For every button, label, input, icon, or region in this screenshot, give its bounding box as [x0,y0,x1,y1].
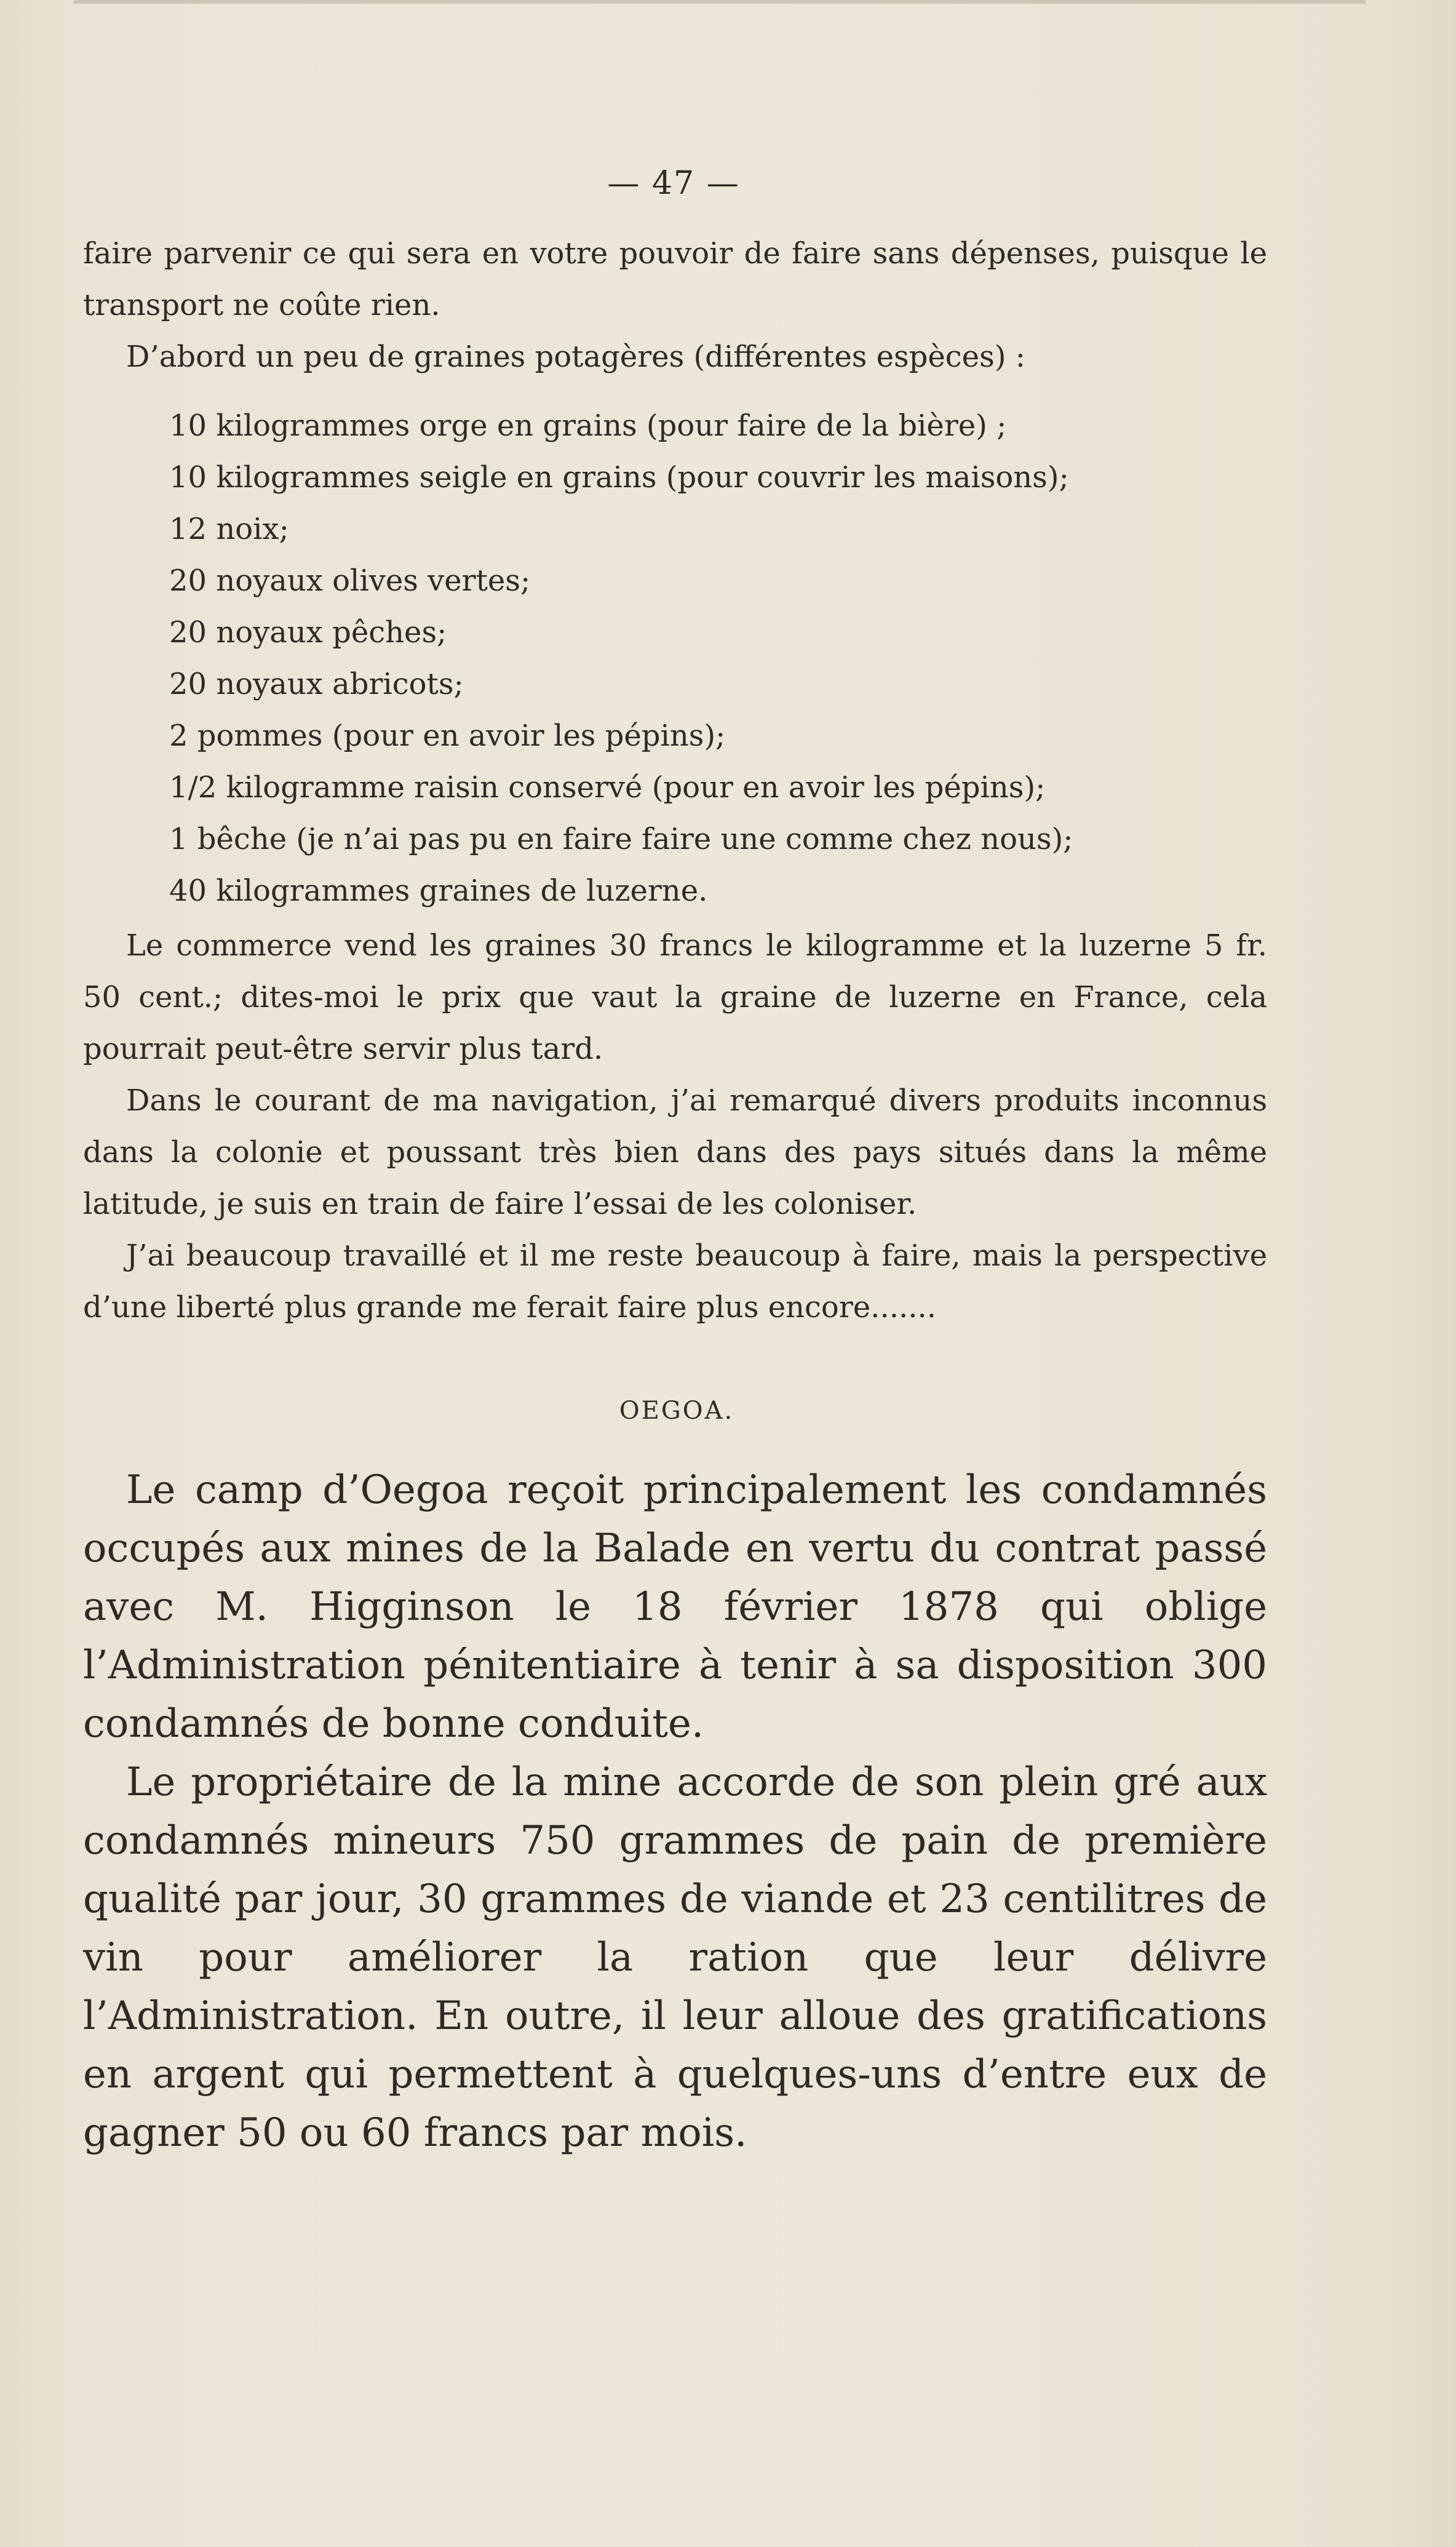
list-item: 40 kilogrammes graines de luzerne. [169,874,708,908]
page-top-edge [74,0,1366,4]
list-item: 1 bêche (je n’ai pas pu en faire faire une comme chez nous); [169,822,1073,856]
list-item: 2 pommes (pour en avoir les pépins); [169,719,726,753]
list-item: 12 noix; [169,512,289,546]
section-body [83,1461,1267,2162]
mine-owner-paragraph: Le propriétaire de la mine accorde de son plein gré aux condamnés mineurs 750 grammes de pain de première qualité par jour, 30 grammes de viande et 23 centilitres de vin pour améliorer la ration que leur délivre l’Administration. En outre, il leur alloue des gratifications en argent qui permettent à quelques-uns d’entre eux de gagner 50 ou 60 francs par mois. [83,1760,1267,2156]
page-number: — 47 — [607,165,740,202]
list-item: 20 noyaux pêches; [169,615,447,650]
list-item: 1/2 kilogramme raisin conservé (pour en avoir les pépins); [169,770,1046,805]
camp-paragraph: Le camp d’Oegoa reçoit principalement les condamnés occupés aux mines de la Balade en vertu du contrat passé avec M. Higginson le 18 février 1878 qui oblige l’Administration pénitentiaire à tenir à sa disposition 300 condamnés de bonne conduite. [83,1467,1267,1747]
navigation-paragraph: Dans le courant de ma navigation, j’ai remarqué divers produits inconnus dans la colonie et poussant très bien dans des pays situés dans la même latitude, je suis en train de faire l’essai de les coloniser. [83,1083,1267,1221]
intro-block [83,228,1267,383]
list-item: 20 noyaux olives vertes; [169,564,531,598]
list-item: 10 kilogrammes orge en grains (pour faire de la bière) ; [169,409,1007,443]
list-item: 20 noyaux abricots; [169,667,464,701]
list-item: 10 kilogrammes seigle en grains (pour couvrir les maisons); [169,460,1069,495]
closing-paragraph: J’ai beaucoup travaillé et il me reste beaucoup à faire, mais la perspective d’une liberté plus grande me ferait faire plus encore....... [83,1238,1267,1325]
continuation-paragraph: faire parvenir ce qui sera en votre pouvoir de faire sans dépenses, puisque le transport ne coûte rien. [83,236,1267,322]
supply-list [169,400,1276,917]
list-intro: D’abord un peu de graines potagères (différentes espèces) : [126,340,1025,374]
letter-body [83,920,1267,1333]
section-heading: OEGOA. [619,1397,734,1425]
commerce-paragraph: Le commerce vend les graines 30 francs le kilogramme et la luzerne 5 fr. 50 cent.; dites-moi le prix que vaut la graine de luzerne en France, cela pourrait peut-être servir plus tard. [83,928,1267,1066]
